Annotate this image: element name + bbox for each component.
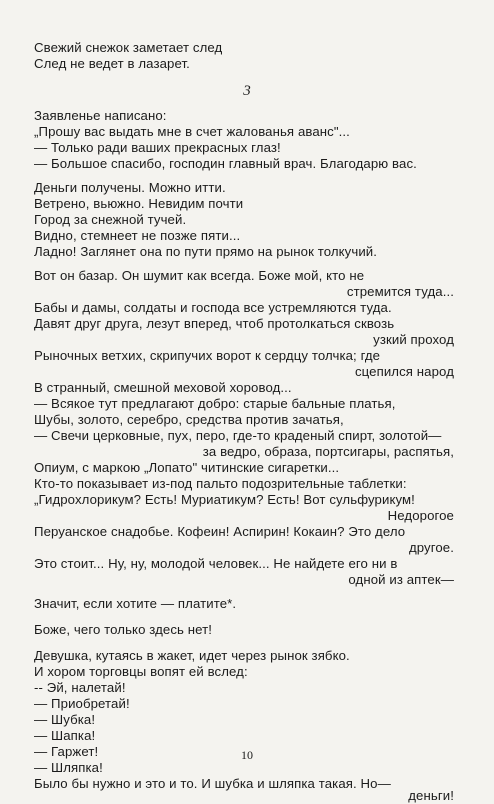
text-line: Перуанское снадобье. Кофеин! Аспирин! Кокаин? Это дело — [34, 524, 406, 539]
text-line: Давят друг друга, лезут вперед, чтоб протолкаться сквозь — [34, 316, 395, 331]
text-line: След не ведет в лазарет. — [34, 56, 190, 71]
text-line: одной из аптек— — [348, 572, 454, 587]
text-line: Заявленье написано: — [34, 108, 167, 123]
page-number: 10 — [241, 748, 253, 762]
text-line: Ветрено, вьюжно. Невидим почти — [34, 196, 244, 211]
text-line: „Гидрохлорикум? Есть! Муриатикум? Есть! Вот сульфурикум! — [34, 492, 415, 507]
text-line: „Прошу вас выдать мне в счет жалованья аванс"... — [34, 124, 350, 139]
text-line: Это стоит... Ну, ну, молодой человек... Не найдете его ни в — [34, 556, 398, 571]
text-line: Было бы нужно и это и то. И шубка и шляпка такая. Но— — [34, 776, 391, 791]
text-line: В странный, смешной меховой хоровод... — [34, 380, 292, 395]
text-line: — Только ради ваших прекрасных глаз! — [34, 140, 281, 155]
section-number: 3 — [243, 83, 251, 99]
text-line: Кто-то показывает из-под пальто подозрительные таблетки: — [34, 476, 407, 491]
text-line: Опиум, с маркою „Лопато" читинские сигаретки... — [34, 460, 340, 475]
text-line: — Приобретай! — [34, 696, 130, 711]
text-line: — Свечи церковные, пух, перо, где-то краденый спирт, золотой— — [34, 428, 442, 443]
text-line: узкий проход — [373, 332, 454, 347]
text-line: Свежий снежок заметает след — [34, 40, 223, 55]
text-line: — Шапка! — [34, 728, 96, 743]
text-line: за ведро, образа, портсигары, распятья, — [202, 444, 454, 459]
text-line: -- Эй, налетай! — [34, 680, 126, 695]
text-line: Рыночных ветхих, скрипучих ворот к сердцу толчка; где — [34, 348, 381, 363]
text-line: — Гаржет! — [34, 744, 99, 759]
text-line: Видно, стемнеет не позже пяти... — [34, 228, 241, 243]
text-line: Бабы и дамы, солдаты и господа все устремляются туда. — [34, 300, 392, 315]
text-line: — Шубка! — [34, 712, 96, 727]
text-line: Ладно! Заглянет она по пути прямо на рынок толкучий. — [34, 244, 378, 259]
text-line: сцепился народ — [354, 364, 454, 379]
text-line: стремится туда... — [346, 284, 454, 299]
text-line: — Большое спасибо, господин главный врач. Благодарю вас. — [34, 156, 417, 171]
text-line: Значит, если хотите — платите*. — [34, 596, 237, 611]
text-line: Город за снежной тучей. — [34, 212, 187, 227]
text-line: Девушка, кутаясь в жакет, идет через рынок зябко. — [34, 648, 350, 663]
text-line: Недорогое — [387, 508, 454, 523]
text-line: другое. — [408, 540, 454, 555]
text-line: Деньги получены. Можно итти. — [34, 180, 226, 195]
text-line: — Шляпка! — [34, 760, 103, 775]
text-line: Шубы, золото, серебро, средства против зачатья, — [34, 412, 344, 427]
text-line: — Всякое тут предлагают добро: старые бальные платья, — [34, 396, 396, 411]
text-line: И хором торговцы вопят ей вслед: — [34, 664, 248, 679]
text-line: деньги! — [408, 788, 454, 803]
text-line: Вот он базар. Он шумит как всегда. Боже мой, кто не — [34, 268, 365, 283]
text-line: Боже, чего только здесь нет! — [34, 622, 213, 637]
